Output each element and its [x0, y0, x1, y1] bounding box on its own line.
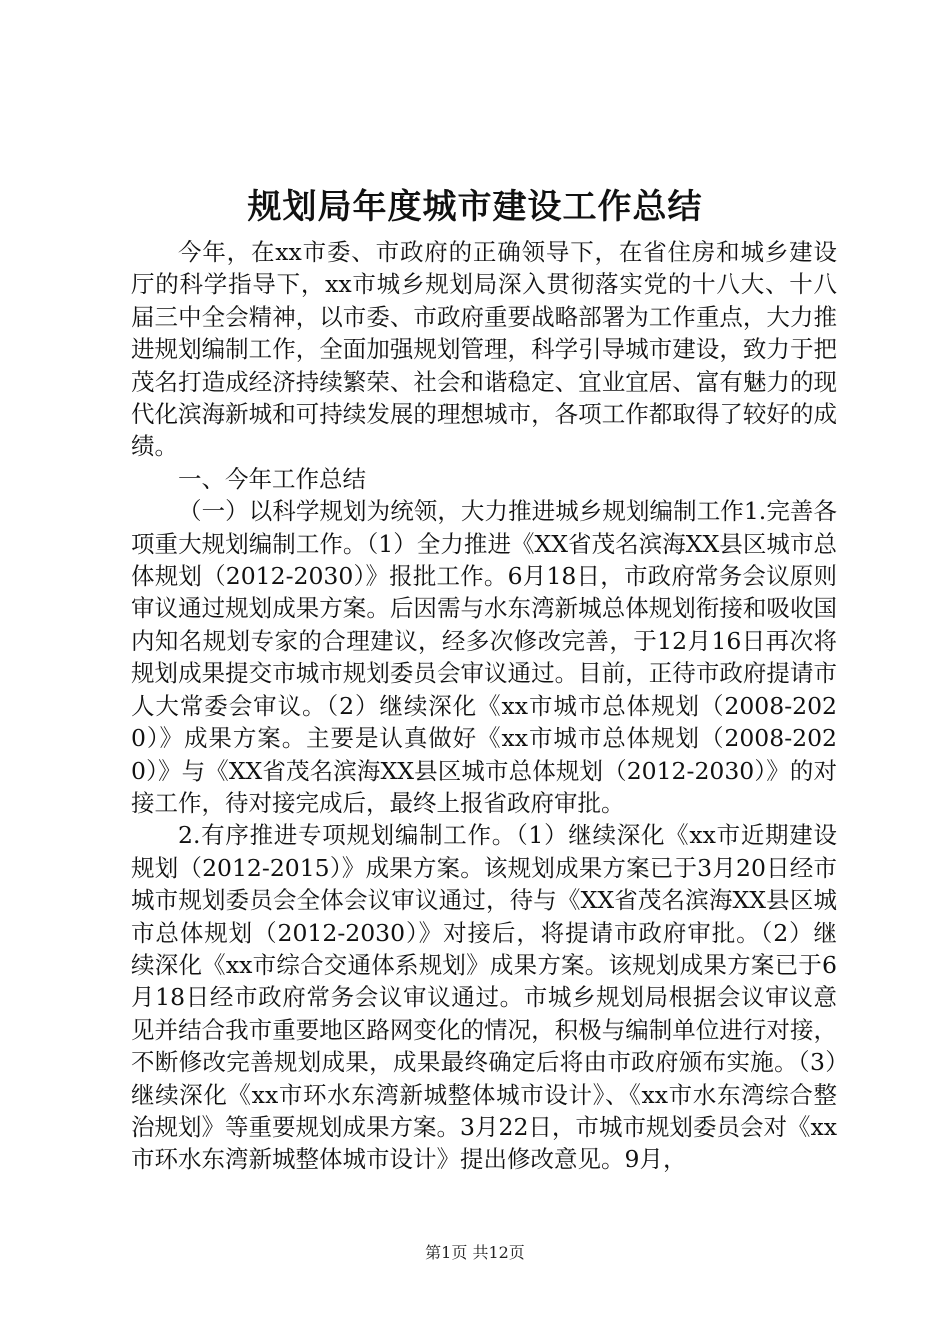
- document-body: [131, 236, 837, 1176]
- paragraph-intro: 今年，在xx市委、市政府的正确领导下，在省住房和城乡建设厅的科学指导下，xx市城乡规划局深入贯彻落实党的十八大、十八届三中全会精神，以市委、市政府重要战略部署为工作重点，大力推进规划编制工作，全面加强规划管理，科学引导城市建设，致力于把茂名打造成经济持续繁荣、社会和谐稳定、宜业宜居、富有魅力的现代化滨海新城和可持续发展的理想城市，各项工作都取得了较好的成绩。: [131, 238, 837, 461]
- paragraph-section-1: （一）以科学规划为统领，大力推进城乡规划编制工作1.完善各项重大规划编制工作。（1）全力推进《XX省茂名滨海XX县区城市总体规划（2012-2030）》报批工作。6月18日，市政府常务会议原则审议通过规划成果方案。后因需与水东湾新城总体规划衔接和吸收国内知名规划专家的合理建议，经多次修改完善，于12月16日再次将规划成果提交市城市规划委员会审议通过。目前，正待市政府提请市人大常委会审议。（2）继续深化《xx市城市总体规划（2008-2020）》成果方案。主要是认真做好《xx市城市总体规划（2008-2020）》与《XX省茂名滨海XX县区城市总体规划（2012-2030）》的对接工作，待对接完成后，最终上报省政府审批。: [131, 497, 837, 817]
- section-heading: 一、今年工作总结: [178, 464, 366, 493]
- paragraph-section-2: 2.有序推进专项规划编制工作。（1）继续深化《xx市近期建设规划（2012-2015）》成果方案。该规划成果方案已于3月20日经市城市规划委员会全体会议审议通过，待与《XX省茂名滨海XX县区城市总体规划（2012-2030）》对接后，将提请市政府审批。（2）继续深化《xx市综合交通体系规划》成果方案。该规划成果方案已于6月18日经市政府常务会议审议通过。市城乡规划局根据会议审议意见并结合我市重要地区路网变化的情况，积极与编制单位进行对接，不断修改完善规划成果，成果最终确定后将由市政府颁布实施。（3）继续深化《xx市环水东湾新城整体城市设计》、《xx市水东湾综合整治规划》等重要规划成果方案。3月22日，市城市规划委员会对《xx市环水东湾新城整体城市设计》提出修改意见。9月，: [131, 821, 837, 1174]
- page-number-footer: 第1页 共12页: [425, 1243, 525, 1262]
- document-title: 规划局年度城市建设工作总结: [247, 187, 703, 227]
